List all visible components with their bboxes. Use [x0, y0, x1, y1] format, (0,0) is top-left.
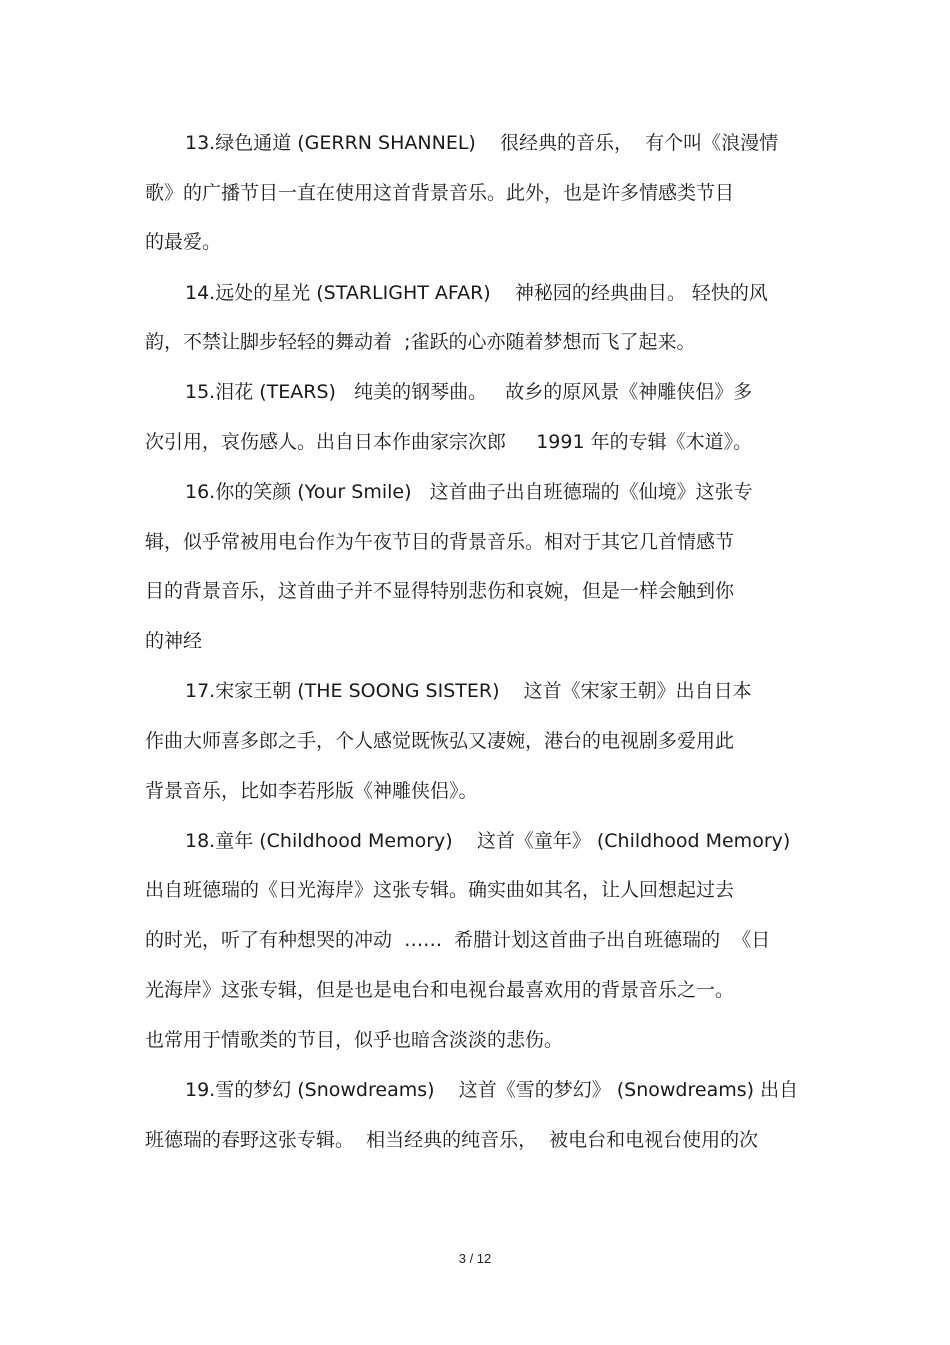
text-line: 班德瑞的春野这张专辑。 相当经典的纯音乐， 被电台和电视台使用的次 — [145, 1129, 759, 1151]
text-line: 也常用于情歌类的节目，似乎也暗含淡淡的悲伤。 — [145, 1029, 564, 1051]
text-line: 的神经 — [145, 630, 203, 652]
text-line: 作曲大师喜多郎之手，个人感觉既恢弘又凄婉，港台的电视剧多爱用此 — [145, 730, 735, 752]
text-line: 19.雪的梦幻 (Snowdreams) 这首《雪的梦幻》 (Snowdreams) 出自 — [185, 1079, 799, 1101]
text-line: 背景音乐，比如李若彤版《神雕侠侣》。 — [145, 780, 478, 802]
text-line: 17.宋家王朝 (THE SOONG SISTER) 这首《宋家王朝》出自日本 — [185, 680, 752, 702]
text-line: 歌》的广播节目一直在使用这首背景音乐。此外，也是许多情感类节目 — [145, 182, 735, 204]
text-line: 16.你的笑颜 (Your Smile) 这首曲子出自班德瑞的《仙境》这张专 — [185, 481, 753, 503]
text-line: 韵，不禁让脚步轻轻的舞动着 ;雀跃的心亦随着梦想而飞了起来。 — [145, 331, 696, 353]
text-line: 18.童年 (Childhood Memory) 这首《童年》 (Childhood Memory) — [185, 830, 791, 852]
text-line: 目的背景音乐，这首曲子并不显得特别悲伤和哀婉，但是一样会触到你 — [145, 580, 735, 602]
text-line: 14.远处的星光 (STARLIGHT AFAR) 神秘园的经典曲目。 轻快的风 — [185, 282, 768, 304]
text-line: 出自班德瑞的《日光海岸》这张专辑。确实曲如其名，让人回想起过去 — [145, 879, 735, 901]
page-number: 3 / 12 — [458, 1251, 492, 1266]
text-line: 辑，似乎常被用电台作为午夜节目的背景音乐。相对于其它几首情感节 — [145, 531, 735, 553]
text-line: 15.泪花 (TEARS) 纯美的钢琴曲。 故乡的原风景《神雕侠侣》多 — [185, 381, 753, 403]
text-line: 光海岸》这张专辑，但是也是电台和电视台最喜欢用的背景音乐之一。 — [145, 979, 735, 1001]
text-line: 的时光，听了有种想哭的冲动 …… 希腊计划这首曲子出自班德瑞的 《日 — [145, 929, 771, 951]
text-line: 的最爱。 — [145, 231, 222, 253]
text-line: 次引用，哀伤感人。出自日本作曲家宗次郎 1991 年的专辑《木道》。 — [145, 431, 753, 453]
text-line: 13.绿色通道 (GERRN SHANNEL) 很经典的音乐， 有个叫《浪漫情 — [185, 132, 779, 154]
